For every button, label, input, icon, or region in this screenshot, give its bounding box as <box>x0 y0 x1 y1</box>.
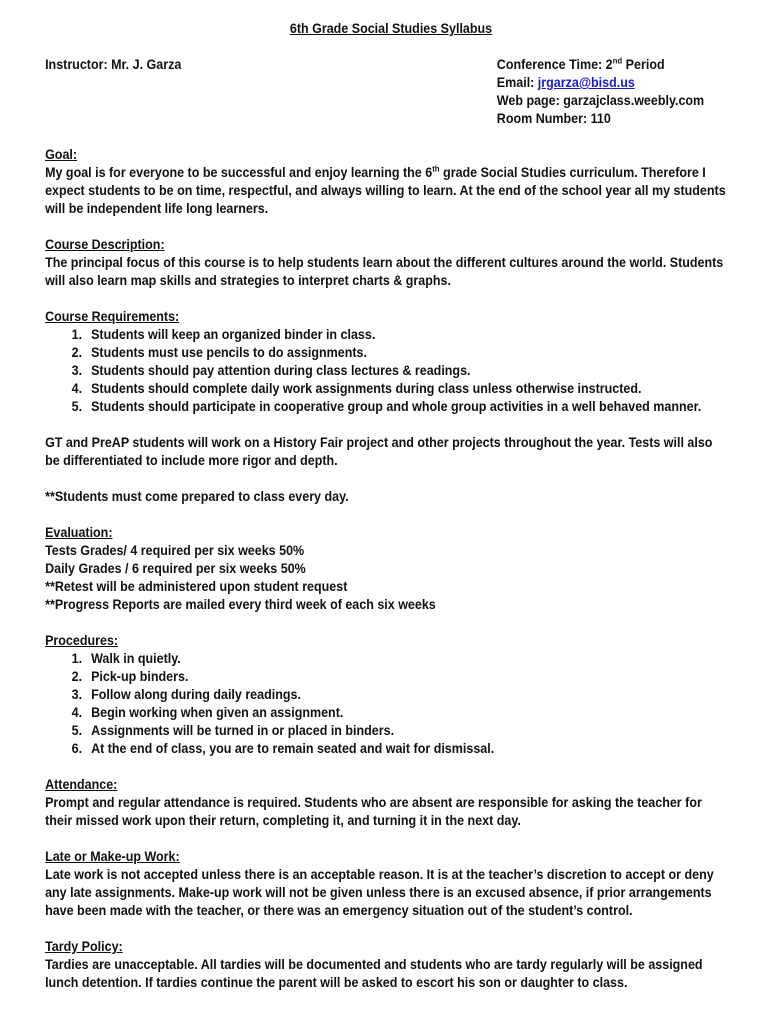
goal-text-start: My goal is for everyone to be successful and enjoy learning the 6 <box>45 165 433 180</box>
conference-suffix: Period <box>622 57 665 72</box>
procedures-section <box>45 632 744 758</box>
course-description-heading: Course Description: <box>45 237 165 252</box>
list-item: 5. Assignments will be turned in or placed in binders. <box>86 722 745 740</box>
conference-label: Conference Time: 2 <box>496 57 613 72</box>
list-item: 4. Students should complete daily work assignments during class unless otherwise instructed. <box>86 380 745 398</box>
course-description-section <box>45 236 744 290</box>
room-number: Room Number: 110 <box>496 111 611 126</box>
evaluation-tests: Tests Grades/ 4 required per six weeks 50% <box>45 543 305 558</box>
evaluation-section <box>45 524 744 614</box>
list-item: 2. Students must use pencils to do assignments. <box>86 344 745 362</box>
goal-text <box>45 164 726 218</box>
email-label: Email: <box>496 75 538 90</box>
evaluation-heading: Evaluation: <box>45 525 113 540</box>
course-requirements-heading: Course Requirements: <box>45 309 180 324</box>
attendance-section <box>45 776 744 830</box>
list-item: 1. Walk in quietly. <box>86 650 745 668</box>
late-work-text: Late work is not accepted unless there is an acceptable reason. It is at the teacher’s discretion to accept or deny any late assignments. Make-up work will not be given unless there is an excused absence, if prior arrangements have been made with the teacher, or there was an emergency situation out of the student’s control. <box>45 867 714 918</box>
webpage-line: Web page: garzajclass.weebly.com <box>496 93 705 108</box>
late-work-heading: Late or Make-up Work: <box>45 849 180 864</box>
conference-time <box>497 56 704 74</box>
tardy-text: Tardies are unacceptable. All tardies will be documented and students who are tardy regularly will be assigned lunch detention. If tardies continue the parent will be asked to escort his son or daughter to class. <box>45 957 703 990</box>
late-work-section <box>45 848 744 920</box>
list-item: 2. Pick-up binders. <box>86 668 745 686</box>
page-title: 6th Grade Social Studies Syllabus <box>289 21 493 36</box>
header-info <box>45 56 744 128</box>
list-item: 1. Students will keep an organized binder in class. <box>86 326 745 344</box>
email-link[interactable]: jrgarza@bisd.us <box>537 75 635 90</box>
instructor-name: Instructor: Mr. J. Garza <box>45 57 182 72</box>
list-item: 6. At the end of class, you are to remain seated and wait for dismissal. <box>86 740 745 758</box>
gt-preap-note: GT and PreAP students will work on a History Fair project and other projects throughout the year. Tests will also be differentiated to include more rigor and depth. <box>45 435 713 468</box>
goal-section <box>45 146 744 218</box>
tardy-section <box>45 938 744 992</box>
conference-sup: nd <box>612 55 623 66</box>
attendance-text: Prompt and regular attendance is required. Students who are absent are responsible for asking the teacher for their missed work upon their return, completing it, and turning it in the next day. <box>45 795 702 828</box>
evaluation-progress: **Progress Reports are mailed every third week of each six weeks <box>45 597 436 612</box>
attendance-heading: Attendance: <box>45 777 118 792</box>
list-item: 3. Students should pay attention during class lectures & readings. <box>86 362 745 380</box>
page-content <box>45 20 744 992</box>
procedures-list <box>45 650 744 758</box>
prepared-note: **Students must come prepared to class every day. <box>45 489 349 504</box>
evaluation-retest: **Retest will be administered upon student request <box>45 579 348 594</box>
course-requirements-section <box>45 308 744 416</box>
goal-heading: Goal: <box>45 147 78 162</box>
list-item: 4. Begin working when given an assignment. <box>86 704 745 722</box>
course-description-text: The principal focus of this course is to help students learn about the different cultures around the world. Students will also learn map skills and strategies to interpret charts & graphs. <box>45 255 724 288</box>
list-item: 5. Students should participate in cooperative group and whole group activities in a well behaved manner. <box>86 398 745 416</box>
procedures-heading: Procedures: <box>45 633 119 648</box>
email-line <box>497 74 704 92</box>
list-item: 3. Follow along during daily readings. <box>86 686 745 704</box>
tardy-heading: Tardy Policy: <box>45 939 123 954</box>
evaluation-daily: Daily Grades / 6 required per six weeks 50% <box>45 561 306 576</box>
goal-text-end: grade Social Studies curriculum. Therefore I expect students to be on time, respectful, and always willing to learn. At the end of the school year all my students will be independent life long learners. <box>45 165 726 216</box>
requirements-list <box>45 326 744 416</box>
contact-info <box>497 56 704 128</box>
goal-sup: th <box>432 163 440 174</box>
